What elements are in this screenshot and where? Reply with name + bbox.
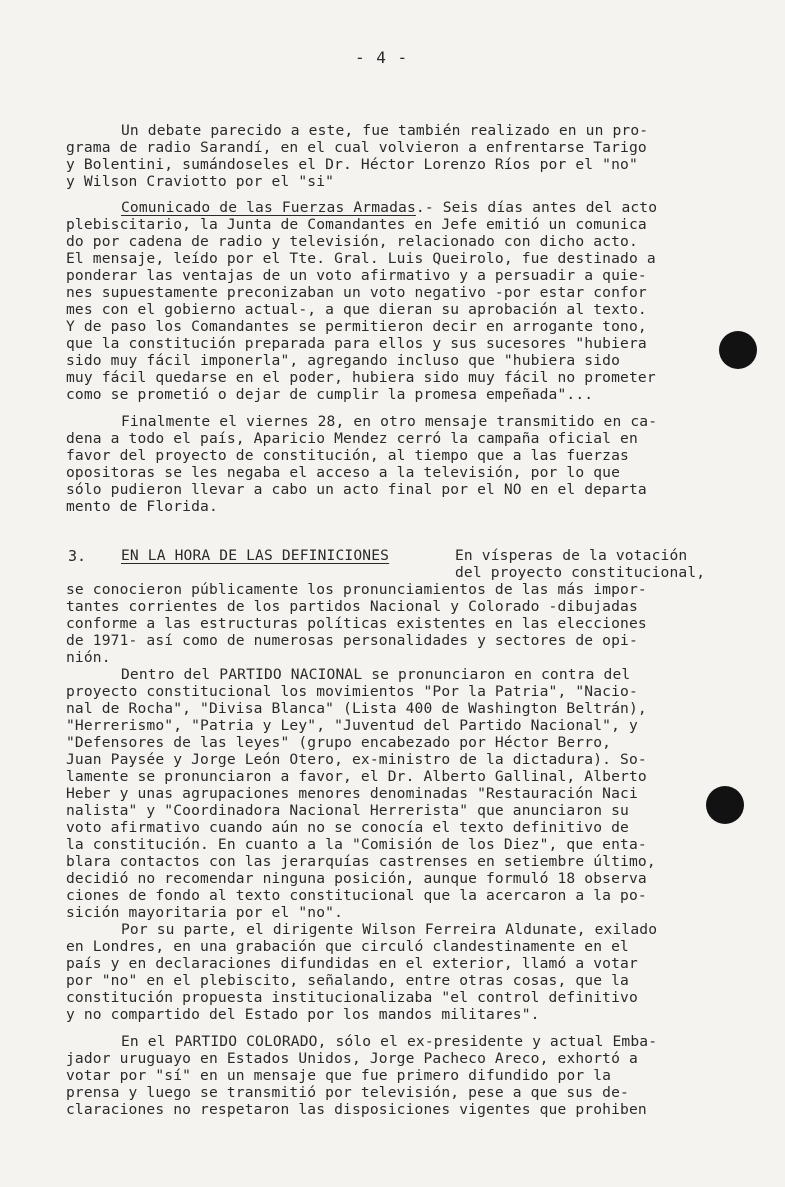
text-line: En el PARTIDO COLORADO, sólo el ex-presidente y actual Emba- [121,1033,658,1050]
text-line: constitución propuesta institucionalizaba "el control definitivo [66,989,638,1006]
text-line: proyecto constitucional los movimientos "Por la Patria", "Nacio- [66,683,638,700]
text-line: nión. [66,649,111,666]
text-line: lamente se pronunciaron a favor, el Dr. Alberto Gallinal, Alberto [66,768,647,785]
section-heading-comunicado: Comunicado de las Fuerzas Armadas [121,199,416,216]
text-line: que la constitución preparada para ellos y sus sucesores "hubiera [66,335,647,352]
section-number: 3. [68,547,87,565]
text-line: do por cadena de radio y televisión, relacionado con dicho acto. [66,233,638,250]
text-line: decidió no recomendar ninguna posición, aunque formuló 18 observa [66,870,647,887]
text-line: opositoras se les negaba el acceso a la televisión, por lo que [66,464,621,481]
text-line: de 1971- así como de numerosas personalidades y sectores de opi- [66,632,638,649]
text-line: en Londres, en una grabación que circuló clandestinamente en el [66,938,629,955]
text-line: nal de Rocha", "Divisa Blanca" (Lista 400 de Washington Beltrán), [66,700,647,717]
text-line: El mensaje, leído por el Tte. Gral. Luis Queirolo, fue destinado a [66,250,656,267]
text-line: "Defensores de las leyes" (grupo encabezado por Héctor Berro, [66,734,612,751]
text-line: mento de Florida. [66,498,218,515]
text-line: Finalmente el viernes 28, en otro mensaje transmitido en ca- [121,413,658,430]
text-line: "Herrerismo", "Patria y Ley", "Juventud del Partido Nacional", y [66,717,638,734]
text-line: En vísperas de la votación [455,547,688,564]
text-line: país y en declaraciones difundidas en el exterior, llamó a votar [66,955,638,972]
text-line: votar por "sí" en un mensaje que fue primero difundido por la [66,1067,612,1084]
text-line: sido muy fácil imponerla", agregando incluso que "hubiera sido [66,352,621,369]
text-line: como se prometió o dejar de cumplir la promesa empeñada"... [66,386,594,403]
text-line: y Bolentini, sumándoseles el Dr. Héctor Lorenzo Ríos por el "no" [66,156,638,173]
text-line: mes con el gobierno actual-, a que dieran su aprobación al texto. [66,301,647,318]
punch-hole [719,331,757,369]
text-line: jador uruguayo en Estados Unidos, Jorge Pacheco Areco, exhortó a [66,1050,638,1067]
text-line: y no compartido del Estado por los mandos militares". [66,1006,540,1023]
text-line: dena a todo el país, Aparicio Mendez cerró la campaña oficial en [66,430,638,447]
text-line: la constitución. En cuanto a la "Comisión de los Diez", que enta- [66,836,647,853]
text-line: y Wilson Craviotto por el "si" [66,173,335,190]
text-line: favor del proyecto de constitución, al tiempo que a las fuerzas [66,447,629,464]
text-line: ciones de fondo al texto constitucional que la acercaron a la po- [66,887,647,904]
text-line: voto afirmativo cuando aún no se conocía el texto definitivo de [66,819,629,836]
text-line: ponderar las ventajas de un voto afirmativo y a persuadir a quie- [66,267,647,284]
text-line: tantes corrientes de los partidos Nacional y Colorado -dibujadas [66,598,638,615]
text-line: nalista" y "Coordinadora Nacional Herrerista" que anunciaron su [66,802,629,819]
text-line: nes supuestamente preconizaban un voto negativo -por estar confor [66,284,647,301]
text-line: muy fácil quedarse en el poder, hubiera sido muy fácil no prometer [66,369,656,386]
text-line: Y de paso los Comandantes se permitieron decir en arrogante tono, [66,318,647,335]
text-line: Dentro del PARTIDO NACIONAL se pronunciaron en contra del [121,666,631,683]
text-line: por "no" en el plebiscito, señalando, entre otras cosas, que la [66,972,629,989]
text-line: sición mayoritaria por el "no". [66,904,344,921]
section-title: EN LA HORA DE LAS DEFINICIONES [121,547,390,564]
section-title-line [121,547,389,564]
text-line: sólo pudieron llevar a cabo un acto final por el NO en el departa [66,481,647,498]
heading-line [121,199,657,216]
text-line: se conocieron públicamente los pronunciamientos de las más impor- [66,581,647,598]
text-line: conforme a las estructuras políticas existentes en las elecciones [66,615,647,632]
text-line: Por su parte, el dirigente Wilson Ferreira Aldunate, exilado [121,921,658,938]
text-line: blara contactos con las jerarquías castrenses en setiembre último, [66,853,656,870]
text-line: Un debate parecido a este, fue también realizado en un pro- [121,122,649,139]
text-line: claraciones no respetaron las disposiciones vigentes que prohiben [66,1101,647,1118]
text-line: del proyecto constitucional, [455,564,706,581]
text-line: grama de radio Sarandí, en el cual volvieron a enfrentarse Tarigo [66,139,647,156]
text-line: prensa y luego se transmitió por televisión, pese a que sus de- [66,1084,629,1101]
page-number: - 4 - [355,48,409,67]
text-line: Heber y unas agrupaciones menores denominadas "Restauración Naci [66,785,638,802]
text-line: plebiscitario, la Junta de Comandantes en Jefe emitió un comunica [66,216,647,233]
text-fragment: .- Seis días antes del acto [415,199,658,216]
text-line: Juan Paysée y Jorge León Otero, ex-ministro de la dictadura). So- [66,751,647,768]
punch-hole [706,786,744,824]
